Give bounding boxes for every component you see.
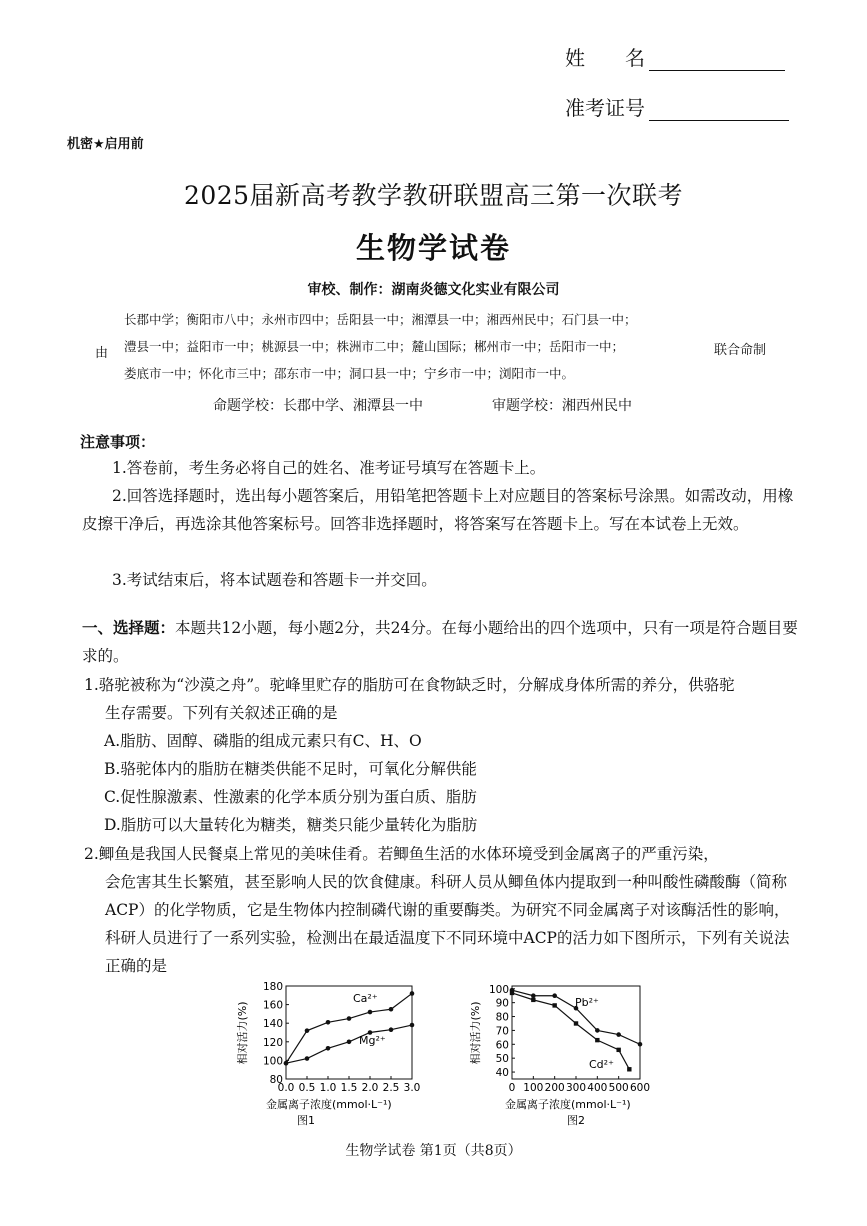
y-tick-label: 60 [495,1039,509,1052]
fig1-caption: 图1 [297,1114,315,1127]
exam-id-label: 准考证号 [565,96,645,120]
page-footer: 生物学试卷 第1页（共8页） [345,1143,522,1159]
q2-stem-first: 2.鲫鱼是我国人民餐桌上常见的美味佳肴。若鲫鱼生活的水体环境受到金属离子的严重污染， [84,845,719,863]
name-blank[interactable] [649,46,785,71]
data-point [389,1007,394,1012]
q1-stem-first: 1.骆驼被称为“沙漠之舟”。驼峰里贮存的脂肪可在食物缺乏时，分解成身体所需的养分，供骆驼 [84,676,735,694]
data-point [347,1016,352,1021]
schools-line-3: 娄底市一中；怀化市三中；邵东市一中；洞口县一中；宁乡市一中；浏阳市一中。 [124,366,575,381]
note-2: 2.回答选择题时，选出每小题答案后，用铅笔把答题卡上对应题目的答案标号涂黑。如需改动，用橡皮擦干净后，再选涂其他答案标号。回答非选择题时，将答案写在答题卡上。写在本试卷上无效。 [82,487,794,533]
figure-2-chart [465,978,665,1128]
data-point [389,1027,394,1032]
data-point [595,1028,600,1033]
y-tick-label: 140 [262,1018,283,1031]
y-tick-label: 70 [495,1025,509,1038]
schools-line-2: 澧县一中；益阳市一中；桃源县一中；株洲市二中；麓山国际；郴州市一中；岳阳市一中； [124,339,625,354]
section-1-desc: 本题共12小题，每小题2分，共24分。在每小题给出的四个选项中，只有一项是符合题目要求的。 [82,619,798,665]
propose-schools: 命题学校：长郡中学、湘潭县一中 [213,398,423,414]
data-point [638,1042,643,1047]
fig2-x-axis-label: 金属离子浓度(mmol·L⁻¹) [505,1098,631,1111]
subject-title: 生物学试卷 [355,231,511,265]
exam-id-field [565,92,789,121]
exam-id-blank[interactable] [649,96,789,121]
joint-label: 联合命制 [714,343,767,358]
data-point [326,1046,331,1051]
x-tick-label: 1.5 [340,1082,358,1094]
x-tick-label: 0.0 [277,1082,295,1094]
data-point [616,1048,620,1052]
y-tick-label: 180 [262,981,283,993]
x-tick-label: 0 [508,1082,516,1094]
data-point [531,993,536,998]
fig2-caption: 图2 [567,1114,585,1127]
data-point [510,991,514,995]
data-point [410,991,415,996]
q1-option-d: D.脂肪可以大量转化为糖类，糖类只能少量转化为脂肪 [104,816,478,834]
note-1: 1.答卷前，考生务必将自己的姓名、准考证号填写在答题卡上。 [112,459,546,477]
data-point [595,1038,599,1042]
x-tick-label: 600 [629,1082,651,1094]
name-field [565,42,785,71]
series-label: Cd²⁺ [589,1058,614,1071]
y-tick-label: 100 [488,983,509,996]
x-tick-label: 1.0 [319,1082,337,1094]
y-tick-label: 40 [495,1067,509,1080]
data-point [627,1067,631,1071]
series-line [286,993,412,1063]
series-label: Ca²⁺ [353,992,378,1005]
q1-option-a: A.脂肪、固醇、磷脂的组成元素只有C、H、O [104,732,422,750]
producer-line: 审校、制作：湖南炎德文化实业有限公司 [307,282,560,298]
x-tick-label: 2.5 [382,1082,400,1094]
data-point [552,993,557,998]
exam-title: 2025届新高考教学教研联盟高三第一次联考 [183,181,684,210]
data-point [305,1028,310,1033]
data-point [368,1010,373,1015]
series-label: Mg²⁺ [359,1034,386,1047]
section-1-heading: 一、选择题： [82,619,176,637]
q1-option-c: C.促性腺激素、性激素的化学本质分别为蛋白质、脂肪 [104,788,477,806]
data-point [531,998,535,1002]
y-tick-label: 100 [262,1055,283,1068]
data-point [284,1061,289,1066]
data-point [616,1032,621,1037]
data-point [552,1003,556,1007]
fig1-x-axis-label: 金属离子浓度(mmol·L⁻¹) [266,1098,392,1111]
x-tick-label: 400 [587,1082,608,1094]
y-tick-label: 90 [495,997,509,1010]
fig2-y-axis-label: 相对活力(%) [469,1001,482,1065]
q1-stem-rest: 生存需要。下列有关叙述正确的是 [105,704,338,722]
section-1-intro [82,614,800,670]
y-tick-label: 50 [495,1053,509,1066]
data-point [574,1021,578,1025]
q2-stem-rest: 会危害其生长繁殖，甚至影响人民的饮食健康。科研人员从鲫鱼体内提取到一种叫酸性磷酸酶（简称ACP）的化学物质，它是生物体内控制磷代谢的重要酶类。为研究不同金属离子对该酶活性的影响，科研人员进行了一系列实验，检测出在最适温度下不同环境中ACP的活力如下图所示，下列有关说法正确的是 [105,873,790,975]
note-3: 3.考试结束后，将本试题卷和答题卡一并交回。 [112,571,437,589]
plot-frame [286,986,412,1079]
x-tick-label: 300 [565,1082,587,1094]
x-tick-label: 2.0 [361,1082,379,1094]
data-point [305,1056,310,1061]
x-tick-label: 0.5 [298,1082,316,1094]
y-tick-label: 80 [495,1011,509,1024]
x-tick-label: 200 [544,1082,565,1094]
series-label: Pb²⁺ [575,996,599,1009]
data-point [326,1020,331,1025]
y-tick-label: 160 [262,999,283,1012]
schools-you: 由 [95,346,109,361]
x-tick-label: 500 [608,1082,629,1094]
data-point [410,1023,415,1028]
figure-1-chart [232,978,432,1128]
fig1-y-axis-label: 相对活力(%) [236,1001,249,1065]
notes-heading: 注意事项： [80,433,156,451]
name-label: 姓 名 [565,46,645,70]
y-tick-label: 80 [269,1074,283,1086]
review-schools: 审题学校：湘西州民中 [492,398,632,414]
x-tick-label: 100 [523,1082,544,1094]
data-point [347,1040,352,1045]
q1-option-b: B.骆驼体内的脂肪在糖类供能不足时，可氧化分解供能 [104,760,477,778]
schools-line-1: 长郡中学；衡阳市八中；永州市四中；岳阳县一中；湘潭县一中；湘西州民中；石门县一中； [124,312,637,327]
y-tick-label: 120 [262,1036,283,1049]
x-tick-label: 3.0 [403,1082,421,1094]
secret-label: 机密★启用前 [67,137,144,152]
